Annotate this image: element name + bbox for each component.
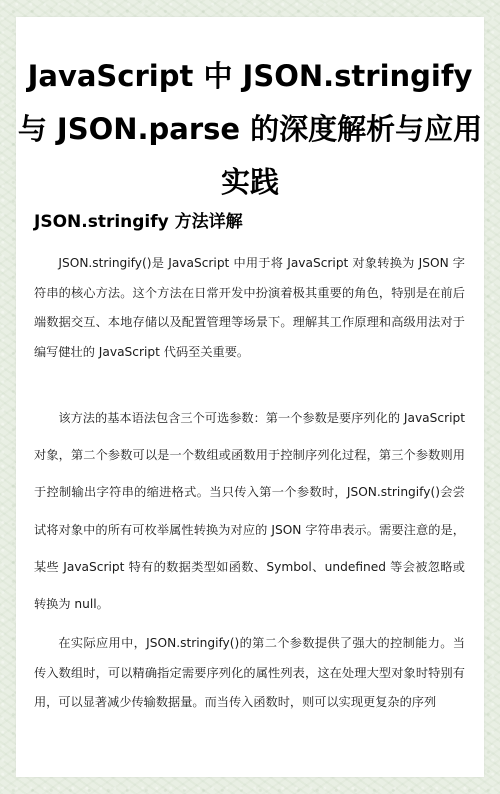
paragraph-1: JSON.stringify()是 JavaScript 中用于将 JavaScript 对象转换为 JSON 字符串的核心方法。这个方法在日常开发中扮演着极其重要的角色，特别是在前后端数据交互、本地存储以及配置管理等场景下。理解其工作原理和高级用法对于编写健壮的 JavaScript 代码至关重要。 bbox=[34, 256, 465, 359]
paragraph-3: 在实际应用中，JSON.stringify()的第二个参数提供了强大的控制能力。当传入数组时，可以精确指定需要序列化的属性列表，这在处理大型对象时特别有用，可以显著减少传输数据量。而当传入函数时，则可以实现更复杂的序列 bbox=[34, 636, 465, 710]
article-title: JavaScript 中 JSON.stringify 与 JSON.parse 的深度解析与应用实践 bbox=[17, 59, 483, 199]
section-heading: JSON.stringify 方法详解 bbox=[34, 212, 243, 232]
document-page bbox=[16, 17, 484, 777]
paragraph-2: 该方法的基本语法包含三个可选参数：第一个参数是要序列化的 JavaScript 对象，第二个参数可以是一个数组或函数用于控制序列化过程，第三个参数则用于控制输出字符串的缩进格式。当只传入第一个参数时，JSON.stringify()会尝试将对象中的所有可枚举属性转换为对应的 JSON 字符串表示。需要注意的是，某些 JavaScript 特有的数据类型如函数、Symbol、undefined 等会被忽略或转换为 null。 bbox=[34, 411, 465, 612]
